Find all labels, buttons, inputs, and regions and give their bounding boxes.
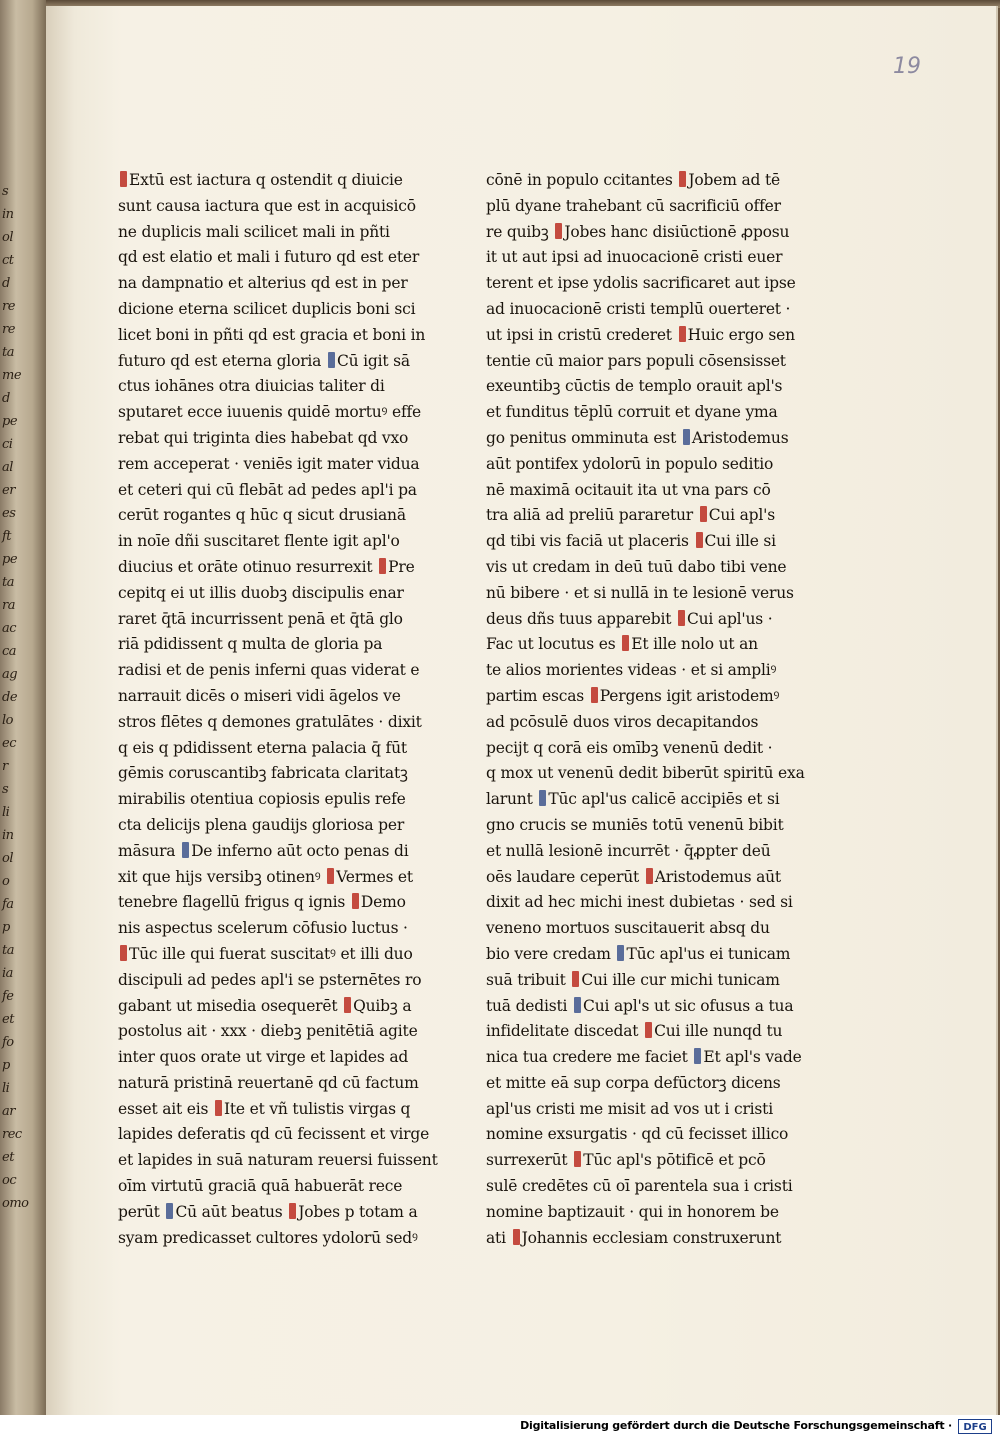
left-column-line — [118, 839, 412, 865]
rubric-mark — [328, 352, 335, 368]
text-segment: et nullā lesionē incurrēt · q̄ꝓpter deū — [486, 841, 771, 860]
left-page-fragment: ta — [2, 575, 14, 590]
left-page-fragment: re — [2, 299, 15, 314]
right-column-line — [486, 1226, 782, 1252]
text-column-left — [118, 168, 438, 1251]
left-page-fragment: ta — [2, 345, 14, 360]
left-page-fragment: ar — [2, 1104, 15, 1119]
right-column-line — [486, 658, 777, 684]
text-segment: gno crucis se muniēs totū venenū bibit — [486, 815, 784, 834]
text-segment: Ite et vñ tulistis virgas q — [223, 1099, 411, 1118]
left-page-fragment: fa — [2, 897, 14, 912]
text-segment: aūt pontifex ydolorū in populo seditio — [486, 454, 774, 473]
text-segment: veneno mortuos suscitauerit absq du — [486, 919, 770, 938]
right-column-line — [486, 478, 774, 504]
text-segment: Cui apl'us · — [686, 609, 773, 628]
left-column-line — [118, 374, 412, 400]
left-column-line — [118, 968, 422, 994]
left-column-line — [118, 426, 412, 452]
right-column-line — [486, 684, 780, 710]
text-segment: sunt causa iactura que est in acquisicō — [118, 196, 416, 215]
text-segment: Cū aūt beatus — [175, 1202, 283, 1221]
left-page-fragment: ct — [2, 253, 14, 268]
left-page-fragment: ra — [2, 598, 15, 613]
left-column-line — [118, 736, 412, 762]
text-segment: Tūc ille qui fuerat suscitatꝰ et illi duo — [129, 944, 413, 963]
right-column-line — [486, 890, 793, 916]
text-segment: stros flētes q demones gratulātes · dixit — [118, 712, 422, 731]
left-column-line — [118, 555, 415, 581]
right-column-line — [486, 761, 805, 787]
text-segment: ne duplicis mali scilicet mali in pñti — [118, 222, 390, 241]
text-segment: discipuli ad pedes apl'i se psternētes ro — [118, 970, 422, 989]
text-segment: Johannis ecclesiam construxerunt — [521, 1228, 782, 1247]
text-segment: Jobes p totam a — [298, 1202, 418, 1221]
right-column-line — [486, 323, 795, 349]
folio-number: 19 — [893, 54, 921, 79]
text-segment: tra aliā ad preliū pararetur — [486, 506, 693, 525]
text-segment: tentie cū maior pars populi cōsensisset — [486, 351, 786, 370]
left-page-fragment: rec — [2, 1127, 22, 1142]
text-segment: cerūt rogantes q hūc q sicut drusianā — [118, 506, 406, 525]
text-segment: nis aspectus scelerum cōfusio luctus · — [118, 919, 408, 938]
text-segment: Fac ut locutus es — [486, 635, 616, 654]
text-segment: q mox ut venenū dedit biberūt spiritū exa — [486, 764, 805, 783]
rubric-mark — [120, 171, 127, 187]
text-segment: xit que hijs versibꝫ otinenꝰ — [118, 867, 321, 886]
right-column-line — [486, 787, 780, 813]
left-column-line — [118, 1122, 430, 1148]
rubric-mark — [645, 1022, 652, 1038]
left-page-fragment: fe — [2, 989, 14, 1004]
text-segment: apl'us cristi me misit ad vos ut i cristi — [486, 1099, 773, 1118]
text-segment: et funditus tēplū corruit et dyane yma — [486, 403, 778, 422]
text-segment: surrexerūt — [486, 1151, 568, 1170]
rubric-mark — [379, 558, 386, 574]
left-page-fragment: s — [2, 184, 9, 199]
text-segment: Tūc apl's pōtificē et pcō — [583, 1151, 766, 1170]
text-segment: go penitus omminuta est — [486, 428, 677, 447]
right-column-line — [486, 736, 774, 762]
right-column-line — [486, 710, 774, 736]
text-segment: tuā dedisti — [486, 996, 568, 1015]
rubric-mark — [622, 635, 629, 651]
left-page-fragment: s — [2, 782, 9, 797]
text-segment: esset ait eis — [118, 1099, 209, 1118]
text-segment: Cui apl's — [708, 506, 775, 525]
rubric-mark — [289, 1203, 296, 1219]
right-column-line — [486, 220, 790, 246]
text-segment: deus dñs tuus apparebit — [486, 609, 672, 628]
right-column-line — [486, 271, 796, 297]
text-segment: re quibꝫ — [486, 222, 549, 241]
left-column-line — [118, 1226, 418, 1252]
text-segment: riā pdidissent q multa de gloria pa — [118, 635, 383, 654]
left-column-line — [118, 813, 412, 839]
rubric-mark — [591, 687, 598, 703]
left-column-line — [118, 478, 417, 504]
text-segment: et mitte eā sup corpa defūctorꝫ dicens — [486, 1073, 781, 1092]
right-column-line — [486, 1019, 783, 1045]
text-segment: nomine exsurgatis · qd cū fecisset illico — [486, 1125, 789, 1144]
text-segment: ctus iohānes otra diuicias taliter di — [118, 377, 385, 396]
right-column-line — [486, 942, 791, 968]
left-column-line — [118, 994, 412, 1020]
left-column-line — [118, 349, 412, 375]
text-segment: qd est elatio et mali i futuro qd est eter — [118, 248, 420, 267]
text-segment: De inferno aūt octo penas di — [191, 841, 409, 860]
text-segment: Vermes et — [336, 867, 413, 886]
text-segment: Aristodemus — [691, 428, 789, 447]
rubric-mark — [513, 1229, 520, 1245]
text-segment: narrauit dicēs o miseri vidi āgelos ve — [118, 686, 401, 705]
text-segment: Huic ergo sen — [687, 325, 795, 344]
left-page-fragment: o — [2, 874, 10, 889]
rubric-mark — [700, 506, 707, 522]
text-segment: ad inuocacionē cristi templū ouerteret · — [486, 299, 791, 318]
right-column-line — [486, 555, 787, 581]
left-page-fragment: d — [2, 391, 10, 406]
rubric-mark — [215, 1100, 222, 1116]
text-segment: exeuntibꝫ cūctis de templo orauit apl's — [486, 377, 783, 396]
text-segment: q eis q pdidissent eterna palacia q̄ fūt — [118, 738, 407, 757]
left-page-fragment: pe — [2, 414, 18, 429]
right-column-line — [486, 400, 778, 426]
left-column-line — [118, 503, 412, 529]
left-page-fragment: de — [2, 690, 18, 705]
right-column-line — [486, 1148, 774, 1174]
text-segment: it ut aut ipsi ad inuocacionē cristi euer — [486, 248, 783, 267]
left-column-line — [118, 658, 420, 684]
rubric-mark — [694, 1048, 701, 1064]
rubric-mark — [574, 1151, 581, 1167]
text-segment: gēmis coruscantibꝫ fabricata claritatꝫ — [118, 764, 408, 783]
text-segment: Tūc apl'us calicē accipiēs et si — [548, 790, 780, 809]
text-segment: tenebre flagellū frigus q ignis — [118, 893, 346, 912]
left-page-text-fragments — [2, 180, 44, 1211]
right-column-line — [486, 426, 789, 452]
text-segment: nē maximā ocitauit ita ut vna pars cō — [486, 480, 771, 499]
right-column-line — [486, 994, 794, 1020]
left-column-line — [118, 400, 422, 426]
text-segment: Jobem ad tē — [688, 171, 780, 189]
right-column-line — [486, 374, 783, 400]
text-segment: syam predicasset cultores ydolorū sedꝰ — [118, 1228, 418, 1247]
text-segment: raret q̄tā incurrissent penā et q̄tā glo — [118, 609, 403, 628]
text-segment: naturā pristinā reuertanē qd cū factum — [118, 1073, 419, 1092]
left-page-fragment: in — [2, 207, 14, 222]
text-segment: Extū est iactura q ostendit q diuicie — [129, 171, 403, 189]
text-segment: dixit ad hec michi inest dubietas · sed si — [486, 893, 793, 912]
text-segment: radisi et de penis inferni quas viderat e — [118, 661, 420, 680]
rubric-mark — [166, 1203, 173, 1219]
text-segment: Quibꝫ a — [353, 996, 412, 1015]
left-column-line — [118, 632, 412, 658]
text-segment: Aristodemus aūt — [654, 867, 781, 886]
left-page-fragment: d — [2, 276, 10, 291]
text-segment: cepitq ei ut illis duobꝫ discipulis enar — [118, 583, 404, 602]
rubric-mark — [646, 868, 653, 884]
text-segment: bio vere credam — [486, 944, 611, 963]
text-segment: diucius et orāte otinuo resurrexit — [118, 557, 373, 576]
text-segment: futuro qd est eterna gloria — [118, 351, 322, 370]
rubric-mark — [182, 842, 189, 858]
funding-footer — [0, 1415, 1000, 1439]
text-segment: na dampnatio et alterius qd est in per — [118, 274, 408, 293]
left-column-line — [118, 452, 420, 478]
left-column-line — [118, 581, 412, 607]
right-column-line — [486, 1122, 789, 1148]
left-column-line — [118, 787, 412, 813]
text-segment: plū dyane trahebant cū sacrificiū offer — [486, 196, 781, 215]
right-column-line — [486, 1071, 781, 1097]
text-segment: vis ut credam in deū tuū dabo tibi vene — [486, 557, 787, 576]
rubric-mark — [678, 610, 685, 626]
text-segment: Jobes hanc disiūctionē ꝓposu — [564, 222, 790, 241]
text-segment: cta delicijs plena gaudijs gloriosa per — [118, 815, 405, 834]
left-column-line — [118, 245, 420, 271]
left-column-line — [118, 323, 426, 349]
rubric-mark — [574, 997, 581, 1013]
left-page-fragment: li — [2, 805, 10, 820]
text-segment: perūt — [118, 1202, 160, 1221]
text-segment: rem acceperat · veniēs igit mater vidua — [118, 454, 420, 473]
text-segment: sulē credētes cū oī parentela sua i cristi — [486, 1177, 793, 1196]
right-column-line — [486, 1097, 774, 1123]
text-segment: cōnē in populo ccitantes — [486, 171, 673, 189]
rubric-mark — [327, 868, 334, 884]
right-column-line — [486, 968, 780, 994]
text-segment: oīm virtutū graciā quā habuerāt rece — [118, 1177, 403, 1196]
left-column-line — [118, 529, 412, 555]
text-segment: dicione eterna scilicet duplicis boni sci — [118, 299, 416, 318]
left-page-edge — [0, 0, 46, 1415]
left-page-fragment: oc — [2, 1173, 17, 1188]
right-column-line — [486, 529, 774, 555]
left-page-fragment: es — [2, 506, 16, 521]
funding-text: Digitalisierung gefördert durch die Deutsche Forschungsgemeinschaft · — [520, 1419, 952, 1432]
right-column-line — [486, 503, 774, 529]
text-column-right — [486, 168, 805, 1251]
left-column-line — [118, 1019, 418, 1045]
text-segment: mirabilis otentiua copiosis epulis refe — [118, 790, 406, 809]
right-column-line — [486, 194, 781, 220]
right-column-line — [486, 1200, 779, 1226]
dfg-logo: DFG — [958, 1419, 992, 1434]
text-segment: partim escas — [486, 686, 584, 705]
left-page-fragment: re — [2, 322, 15, 337]
left-column-line — [118, 865, 412, 891]
left-page-fragment: ol — [2, 851, 13, 866]
left-page-fragment: ca — [2, 644, 17, 659]
right-column-line — [486, 813, 784, 839]
right-column-line — [486, 865, 781, 891]
left-column-line — [118, 942, 412, 968]
left-page-fragment: ol — [2, 230, 13, 245]
text-segment: lapides deferatis qd cū fecissent et virge — [118, 1125, 430, 1144]
left-column-line — [118, 1097, 412, 1123]
left-page-fragment: p — [2, 1058, 10, 1073]
right-column-line — [486, 349, 786, 375]
text-segment: et lapides in suā naturam reuersi fuissent — [118, 1151, 438, 1170]
rubric-mark — [617, 945, 624, 961]
left-page-fragment: li — [2, 1081, 10, 1096]
text-segment: Cū igit sā — [336, 351, 410, 370]
text-segment: ut ipsi in cristū crederet — [486, 325, 672, 344]
text-segment: ad pcōsulē duos viros decapitandos — [486, 712, 759, 731]
right-column-line — [486, 607, 774, 633]
left-column-line — [118, 607, 412, 633]
text-segment: nica tua credere me faciet — [486, 1048, 688, 1067]
rubric-mark — [572, 971, 579, 987]
rubric-mark — [539, 790, 546, 806]
left-page-fragment: et — [2, 1150, 14, 1165]
rubric-mark — [352, 893, 359, 909]
right-column-line — [486, 916, 774, 942]
left-column-line — [118, 220, 412, 246]
text-segment: Pre — [388, 557, 415, 576]
rubric-mark — [679, 326, 686, 342]
text-segment: māsura — [118, 841, 176, 860]
text-segment: licet boni in pñti qd est gracia et boni in — [118, 325, 426, 344]
left-page-fragment: r — [2, 759, 8, 774]
text-segment: terent et ipse ydolis sacrificaret aut ipse — [486, 274, 796, 293]
text-segment: Demo — [360, 893, 406, 912]
right-column-line — [486, 1045, 802, 1071]
left-page-fragment: ci — [2, 437, 13, 452]
rubric-mark — [683, 429, 690, 445]
right-column-line — [486, 297, 791, 323]
right-column-line — [486, 245, 783, 271]
text-segment: postolus ait · xxx · diebꝫ penitētiā agite — [118, 1022, 418, 1041]
text-segment: ati — [486, 1228, 506, 1247]
text-segment: gabant ut misedia osequerēt — [118, 996, 338, 1015]
text-segment: qd tibi vis faciā ut placeris — [486, 532, 689, 551]
right-column-line — [486, 581, 794, 607]
left-page-fragment: ec — [2, 736, 16, 751]
left-column-line — [118, 297, 416, 323]
left-page-fragment: in — [2, 828, 14, 843]
text-segment: Cui ille si — [704, 532, 776, 551]
rubric-mark — [696, 532, 703, 548]
left-page-fragment: lo — [2, 713, 13, 728]
left-page-fragment: ag — [2, 667, 18, 682]
text-segment: et ceteri qui cū flebāt ad pedes apl'i pa — [118, 480, 417, 499]
text-segment: Cui apl's ut sic ofusus a tua — [583, 996, 794, 1015]
left-column-line — [118, 1148, 438, 1174]
text-segment: te alios morientes videas · et si ampliꝰ — [486, 661, 777, 680]
text-segment: nomine baptizauit · qui in honorem be — [486, 1202, 779, 1221]
text-segment: pecijt q corā eis omībꝫ venenū dedit · — [486, 738, 773, 757]
left-page-fragment: ia — [2, 966, 13, 981]
rubric-mark — [679, 171, 686, 187]
text-segment: Et apl's vade — [703, 1048, 802, 1067]
text-segment: sputaret ecce iuuenis quidē mortuꝰ effe — [118, 403, 422, 422]
text-segment: in noīe dñi suscitaret flente igit apl'o — [118, 532, 400, 551]
left-page-fragment: ac — [2, 621, 17, 636]
left-page-fragment: ft — [2, 529, 12, 544]
text-segment: oēs laudare ceperūt — [486, 867, 640, 886]
text-segment: Pergens igit aristodemꝰ — [599, 686, 780, 705]
left-column-line — [118, 271, 412, 297]
right-column-line — [486, 452, 774, 478]
left-column-line — [118, 890, 412, 916]
text-segment: nū bibere · et si nullā in te lesionē verus — [486, 583, 794, 602]
left-page-fragment: et — [2, 1012, 14, 1027]
left-column-line — [118, 168, 412, 194]
text-segment: Tūc apl'us ei tunicam — [626, 944, 791, 963]
left-page-fragment: ta — [2, 943, 14, 958]
text-segment: rebat qui triginta dies habebat qd vxo — [118, 428, 409, 447]
rubric-mark — [555, 223, 562, 239]
left-column-line — [118, 761, 412, 787]
left-column-line — [118, 1174, 412, 1200]
text-segment: suā tribuit — [486, 970, 566, 989]
left-column-line — [118, 1200, 418, 1226]
left-page-fragment: al — [2, 460, 13, 475]
rubric-mark — [120, 945, 127, 961]
left-page-fragment: omo — [2, 1196, 29, 1211]
left-column-line — [118, 194, 416, 220]
text-segment: Cui ille nunqd tu — [654, 1022, 783, 1041]
left-column-line — [118, 1071, 419, 1097]
text-segment: Cui ille cur michi tunicam — [581, 970, 780, 989]
right-column-line — [486, 839, 774, 865]
right-column-line — [486, 632, 774, 658]
left-column-line — [118, 710, 422, 736]
left-page-fragment: me — [2, 368, 22, 383]
left-page-fragment: er — [2, 483, 15, 498]
rubric-mark — [344, 997, 351, 1013]
left-column-line — [118, 684, 412, 710]
left-page-fragment: p — [2, 920, 10, 935]
left-column-line — [118, 1045, 412, 1071]
left-page-fragment: pe — [2, 552, 18, 567]
left-column-line — [118, 916, 412, 942]
left-page-fragment: fo — [2, 1035, 14, 1050]
text-segment: Et ille nolo ut an — [631, 635, 758, 654]
text-segment: larunt — [486, 790, 533, 809]
right-column-line — [486, 168, 780, 194]
text-segment: infidelitate discedat — [486, 1022, 639, 1041]
right-column-line — [486, 1174, 793, 1200]
text-segment: inter quos orate ut virge et lapides ad — [118, 1048, 409, 1067]
